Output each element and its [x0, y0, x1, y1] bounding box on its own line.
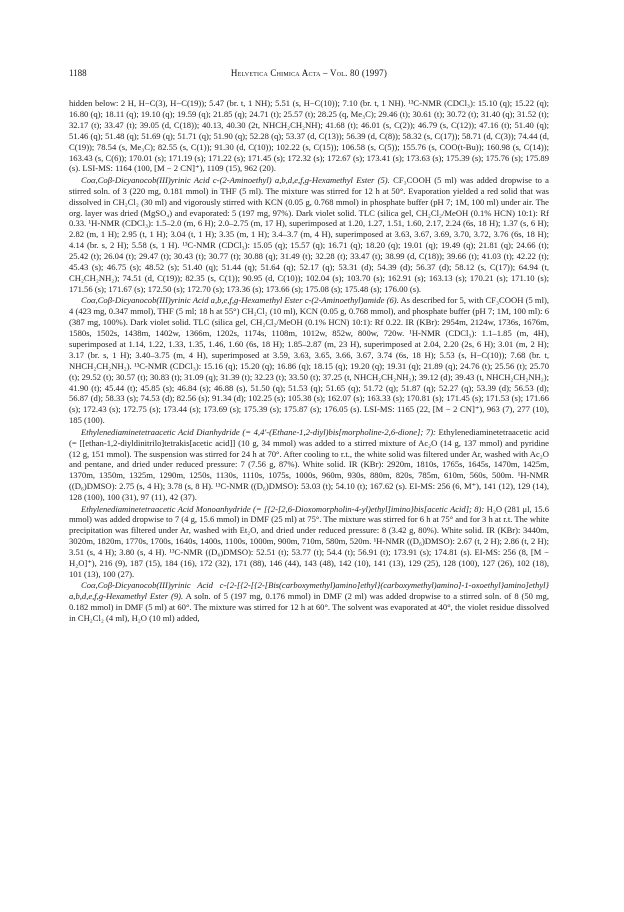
paragraph-text: Ethylenediaminetetraacetic acid (= [[ethan-1,2-diyldinitrilo]tetrakis[acetic acid]] (10 g, 34 mmol) was added to a stirred mixture of Ac₂O (14 g, 137 mmol) and pyridine (12 g, 151 mmol). The suspension was stirred for 24 h at 70°. After cooling to r.t., the white solid was filtered under Ar, washed with Ac₂O and pentane, and dried under reduced pressure: 7 (7.56 g, 87%). White solid. IR (KBr): 2920m, 1810s, 1765s, 1645s, 1470m, 1425m, 1370m, 1350m, 1325m, 1290m, 1250s, 1130s, 1110s, 1075s, 1000s, 960m, 930s, 880m, 820s, 785m, 610m, 560s, 500m. ¹H-NMR ((D₆)DMSO): 2.75 (s, 4 H); 3.78 (s, 8 H). ¹³C-NMR ((D₆)DMSO): 53.03 (t); 54.10 (t); 167.62 (s). EI-MS: 256 (6, M⁺), 141 (12), 129 (14), 128 (100), 100 (31), 97 (11), 42 (37).: [69, 426, 549, 503]
paragraph-compound-7: [69, 427, 549, 503]
paragraph-compound-9: [69, 580, 549, 624]
running-head: [69, 66, 549, 80]
paragraph-compound-8: [69, 504, 549, 580]
paragraph-text: As described for 5, with CF₃COOH (5 ml), 4 (423 mg, 0.347 mmol), THF (5 ml; 18 h at 55°) CH₂Cl₂ (10 ml), KCN (0.05 g, 0.768 mmol), and phosphate buffer (pH 7; 1M, 100 ml): 6 (387 mg, 100%). Dark violet solid. TLC (silica gel, CH₂Cl₂/MeOH (0.1% HCN) 10:1): Rf 0.22. IR (KBr): 2954m, 2124w, 1736s, 1676m, 1580s, 1502s, 1438m, 1402w, 1366m, 1202s, 1174s, 1108m, 1012w, 852w, 800w, 720w. ¹H-NMR (CDCl₃): 1.1–1.85 (m, 4H), superimposed at 1.14, 1.22, 1.33, 1.35, 1.46, 1.60 (6s, 18 H); 1.85–2.87 (m, 23 H), superimposed at 2.04, 2.20 (2s, 6 H); 3.01 (m, 2 H); 3.17 (br. s, 1 H); 3.40–3.75 (m, 4 H), superimposed at 3.59, 3.63, 3.65, 3.66, 3.67, 3.74 (6s, 18 H); 5.53 (s, H−C(10)); 7.68 (br. t, NHCH₂CH₂NH₂). ¹³C-NMR (CDCl₃): 15.16 (q); 15.20 (q); 16.86 (q); 18.15 (q); 19.20 (q); 19.31 (q); 21.89 (q); 24.76 (t); 25.56 (t); 25.70 (t); 29.52 (t); 30.57 (t); 30.83 (t); 31.09 (q); 31.39 (t); 32.23 (t); 33.50 (t); 37.25 (t, NHCH₂CH₂NH₂); 39.12 (d); 39.43 (t, NHCH₂CH₂NH₂); 41.90 (t); 45.44 (t); 45.85 (s); 46.84 (s); 46.88 (s), 51.50 (q); 51.53 (q); 51.65 (q); 51.72 (q); 51.87 (q); 52.27 (q); 53.39 (d); 56.53 (d); 56.87 (d); 58.33 (s); 74.53 (d); 82.56 (s); 91.34 (d); 102.25 (s); 105.38 (s); 162.07 (s); 163.33 (s); 170.81 (s); 171.45 (s); 171.53 (s); 171.66 (s); 172.43 (s); 172.75 (s); 173.44 (s); 173.69 (s); 175.39 (s); 175.87 (s); 176.05 (s). LSI-MS: 1165 (22, [M − 2 CN]⁺), 963 (7), 277 (10), 185 (100).: [69, 295, 549, 426]
paragraph-lead: Coα,Coβ-Dicyanocob(III)yrinic Acid c-{2-[{2-[{2-[Bis(carboxymethyl)amino]ethyl}(carboxymethyl)amino]-1-oxoethyl}amino]ethyl} a,b,d,e,f,g-Hexamethyl Ester (9).: [69, 580, 549, 602]
paragraph-lead: Coα,Coβ-Dicyanocob(III)yrinic Acid a,b,e,f,g-Hexamethyl Ester c-(2-Aminoethyl)amide (6).: [81, 295, 399, 306]
page-number: 1188: [69, 68, 87, 78]
paragraph-text: CF₃COOH (5 ml) was added dropwise to a stirred soln. of 3 (220 mg, 0.181 mmol) in THF (5 ml). The mixture was stirred for 12 h at 50°. Evaporation yielded a red solid that was dissolved in CH₂Cl₂ (30 ml) and vigorously stirred with KCN (0.05 g, 0.768 mmol) in phosphate buffer (pH 7; 1M, 100 ml) under air. The org. layer was dried (MgSO₄) and evaporated: 5 (197 mg, 97%). Dark violet solid. TLC (silica gel, CH₂Cl₂/MeOH (0.1% HCN) 10:1): Rf 0.33. ¹H-NMR (CDCl₃): 1.5–2.0 (m, 6 H); 2.0–2.75 (m, 17 H), superimposed at 1.20, 1.27, 1.51, 1.60, 2.17, 2.24 (6s, 18 H); 1.37 (s, 6 H); 2.82 (m, 1 H); 2.95 (t, 1 H); 3.04 (t, 1 H); 3.35 (m, 1 H); 3.4–3.7 (m, 4 H), superimposed at 3.63, 3.67, 3.69, 3.70, 3.72, 3.76 (6s, 18 H); 4.14 (br. s, 2 H); 5.58 (s, 1 H). ¹³C-NMR (CDCl₃): 15.05 (q); 15.57 (q); 16.71 (q); 18.20 (q); 19.01 (q); 19.49 (q); 21.81 (q); 24.66 (t); 25.42 (t); 26.04 (t); 29.47 (t); 30.43 (t); 30.77 (t); 30.88 (q); 31.49 (t); 32.28 (t); 33.47 (t); 38.99 (d, C(18)); 39.66 (t); 41.03 (t); 42.22 (t); 45.43 (s); 46.75 (s); 48.52 (s); 51.40 (q); 51.44 (q); 51.64 (q); 52.17 (q); 53.31 (d); 54.39 (d); 56.37 (d); 58.12 (s, C(17)); 64.94 (t, CH₂CH₂NH₂); 74.51 (d, C(19)); 82.35 (s, C(1)); 90.95 (d, C(10)); 102.04 (s); 103.70 (s); 162.91 (s); 163.13 (s); 170.21 (s); 171.10 (s); 171.56 (s); 171.67 (s); 172.50 (s); 172.70 (s); 173.36 (s); 173.66 (s); 175.08 (s); 175.48 (s); 176.00 (s).: [69, 174, 549, 294]
paragraph-lead: Coα,Coβ-Dicyanocob(III)yrinic Acid c-(2-Aminoethyl) a,b,d,e,f,g-Hexamethyl Ester (5).: [81, 174, 390, 185]
paragraph-text: H₂O (281 μl, 15.6 mmol) was added dropwise to 7 (4 g, 15.6 mmol) in DMF (25 ml) at 75°. The mixture was stirred for 6 h at 75° and for 3 h at r.t. The white precipitation was filtered under Ar, washed with Et₂O, and dried under reduced pressure: 8 (3.42 g, 80%). White solid. IR (KBr): 3440m, 3020m, 1820m, 1770s, 1700s, 1640s, 1400s, 1100s, 1000m, 900m, 710m, 580m, 520m. ¹H-NMR ((D₆)DMSO): 2.67 (t, 2 H); 2.86 (t, 2 H); 3.51 (s, 4 H); 3.80 (s, 4 H). ¹³C-NMR ((D₆)DMSO): 52.51 (t); 53.77 (t); 54.4 (t); 56.91 (t); 173.91 (s); 174.81 (s). EI-MS: 256 (8, [M − H₂O]⁺), 216 (9), 187 (15), 184 (16), 172 (32), 171 (88), 146 (44), 143 (48), 142 (10), 141 (13), 129 (25), 128 (100), 127 (26), 102 (18), 101 (13), 100 (27).: [69, 503, 549, 579]
paragraph-lead: Ethylenediaminetetraacetic Acid Dianhydride (= 4,4′-(Ethane-1,2-diyl)bis[morpholine-2,6-dione]; 7):: [81, 426, 436, 437]
paragraph-nmr-continuation: [69, 98, 549, 174]
paragraph-compound-5: [69, 175, 549, 295]
paragraph-text: A soln. of 5 (197 mg, 0.176 mmol) in DMF (2 ml) was added dropwise to a stirred soln. of 8 (50 mg, 0.182 mmol) in DMF (5 ml) at 60°. The mixture was stirred for 12 h at 60°. The solvent was evaporated at 40°, the violet residue dissolved in CH₂Cl₂ (4 ml), H₂O (10 ml) added,: [69, 591, 550, 624]
paragraph-compound-6: [69, 295, 549, 426]
paragraph-text: hidden below: 2 H, H−C(3), H−C(19)); 5.47 (br. t, 1 NH); 5.51 (s, H−C(10)); 7.10 (br. t, 1 NH). ¹³C-NMR (CDCl₃): 15.10 (q); 15.22 (q); 16.80 (q); 18.11 (q); 19.10 (q); 19.59 (q); 21.85 (q); 24.71 (t); 25.57 (t); 28.25 (q, Me₃C); 29.46 (t); 30.61 (t); 30.72 (t); 31.40 (q); 31.52 (t); 32.17 (t); 33.47 (t); 39.05 (d, C(18)); 40.13, 40.30 (2t, NHCH₂CH₂NH); 41.68 (t); 46.01 (s, C(2)); 46.79 (s, C(12)); 47.16 (t); 51.40 (q); 51.46 (q); 51.48 (q); 51.69 (q); 51.71 (q); 51.90 (q); 52.28 (q); 53.37 (d, C(13)); 56.39 (d, C(8)); 58.32 (s, C(17)); 58.71 (d, C(3)); 74.44 (d, C(19)); 78.54 (s, Me₃C); 82.55 (s, C(1)); 91.30 (d, C(10)); 102.22 (s, C(15)); 106.58 (s, C(5)); 155.76 (s, COO(t-Bu)); 160.98 (s, C(14)); 163.43 (s, C(6)); 170.01 (s); 171.19 (s); 171.22 (s); 171.45 (s); 172.32 (s); 172.67 (s); 173.41 (s); 173.63 (s); 175.39 (s); 175.76 (s); 175.89 (s). LSI-MS: 1164 (100, [M − 2 CN]⁺), 1109 (15), 962 (20).: [69, 98, 549, 174]
journal-title: Helvetica Chimica Acta – Vol. 80 (1997): [230, 68, 388, 78]
article-body: [69, 98, 549, 624]
paragraph-lead: Ethylenediaminetetraacetic Acid Monoanhydride (= [{2-[2,6-Dioxomorpholin-4-yl)ethyl]imino}bis[acetic Acid]; 8):: [81, 503, 485, 514]
